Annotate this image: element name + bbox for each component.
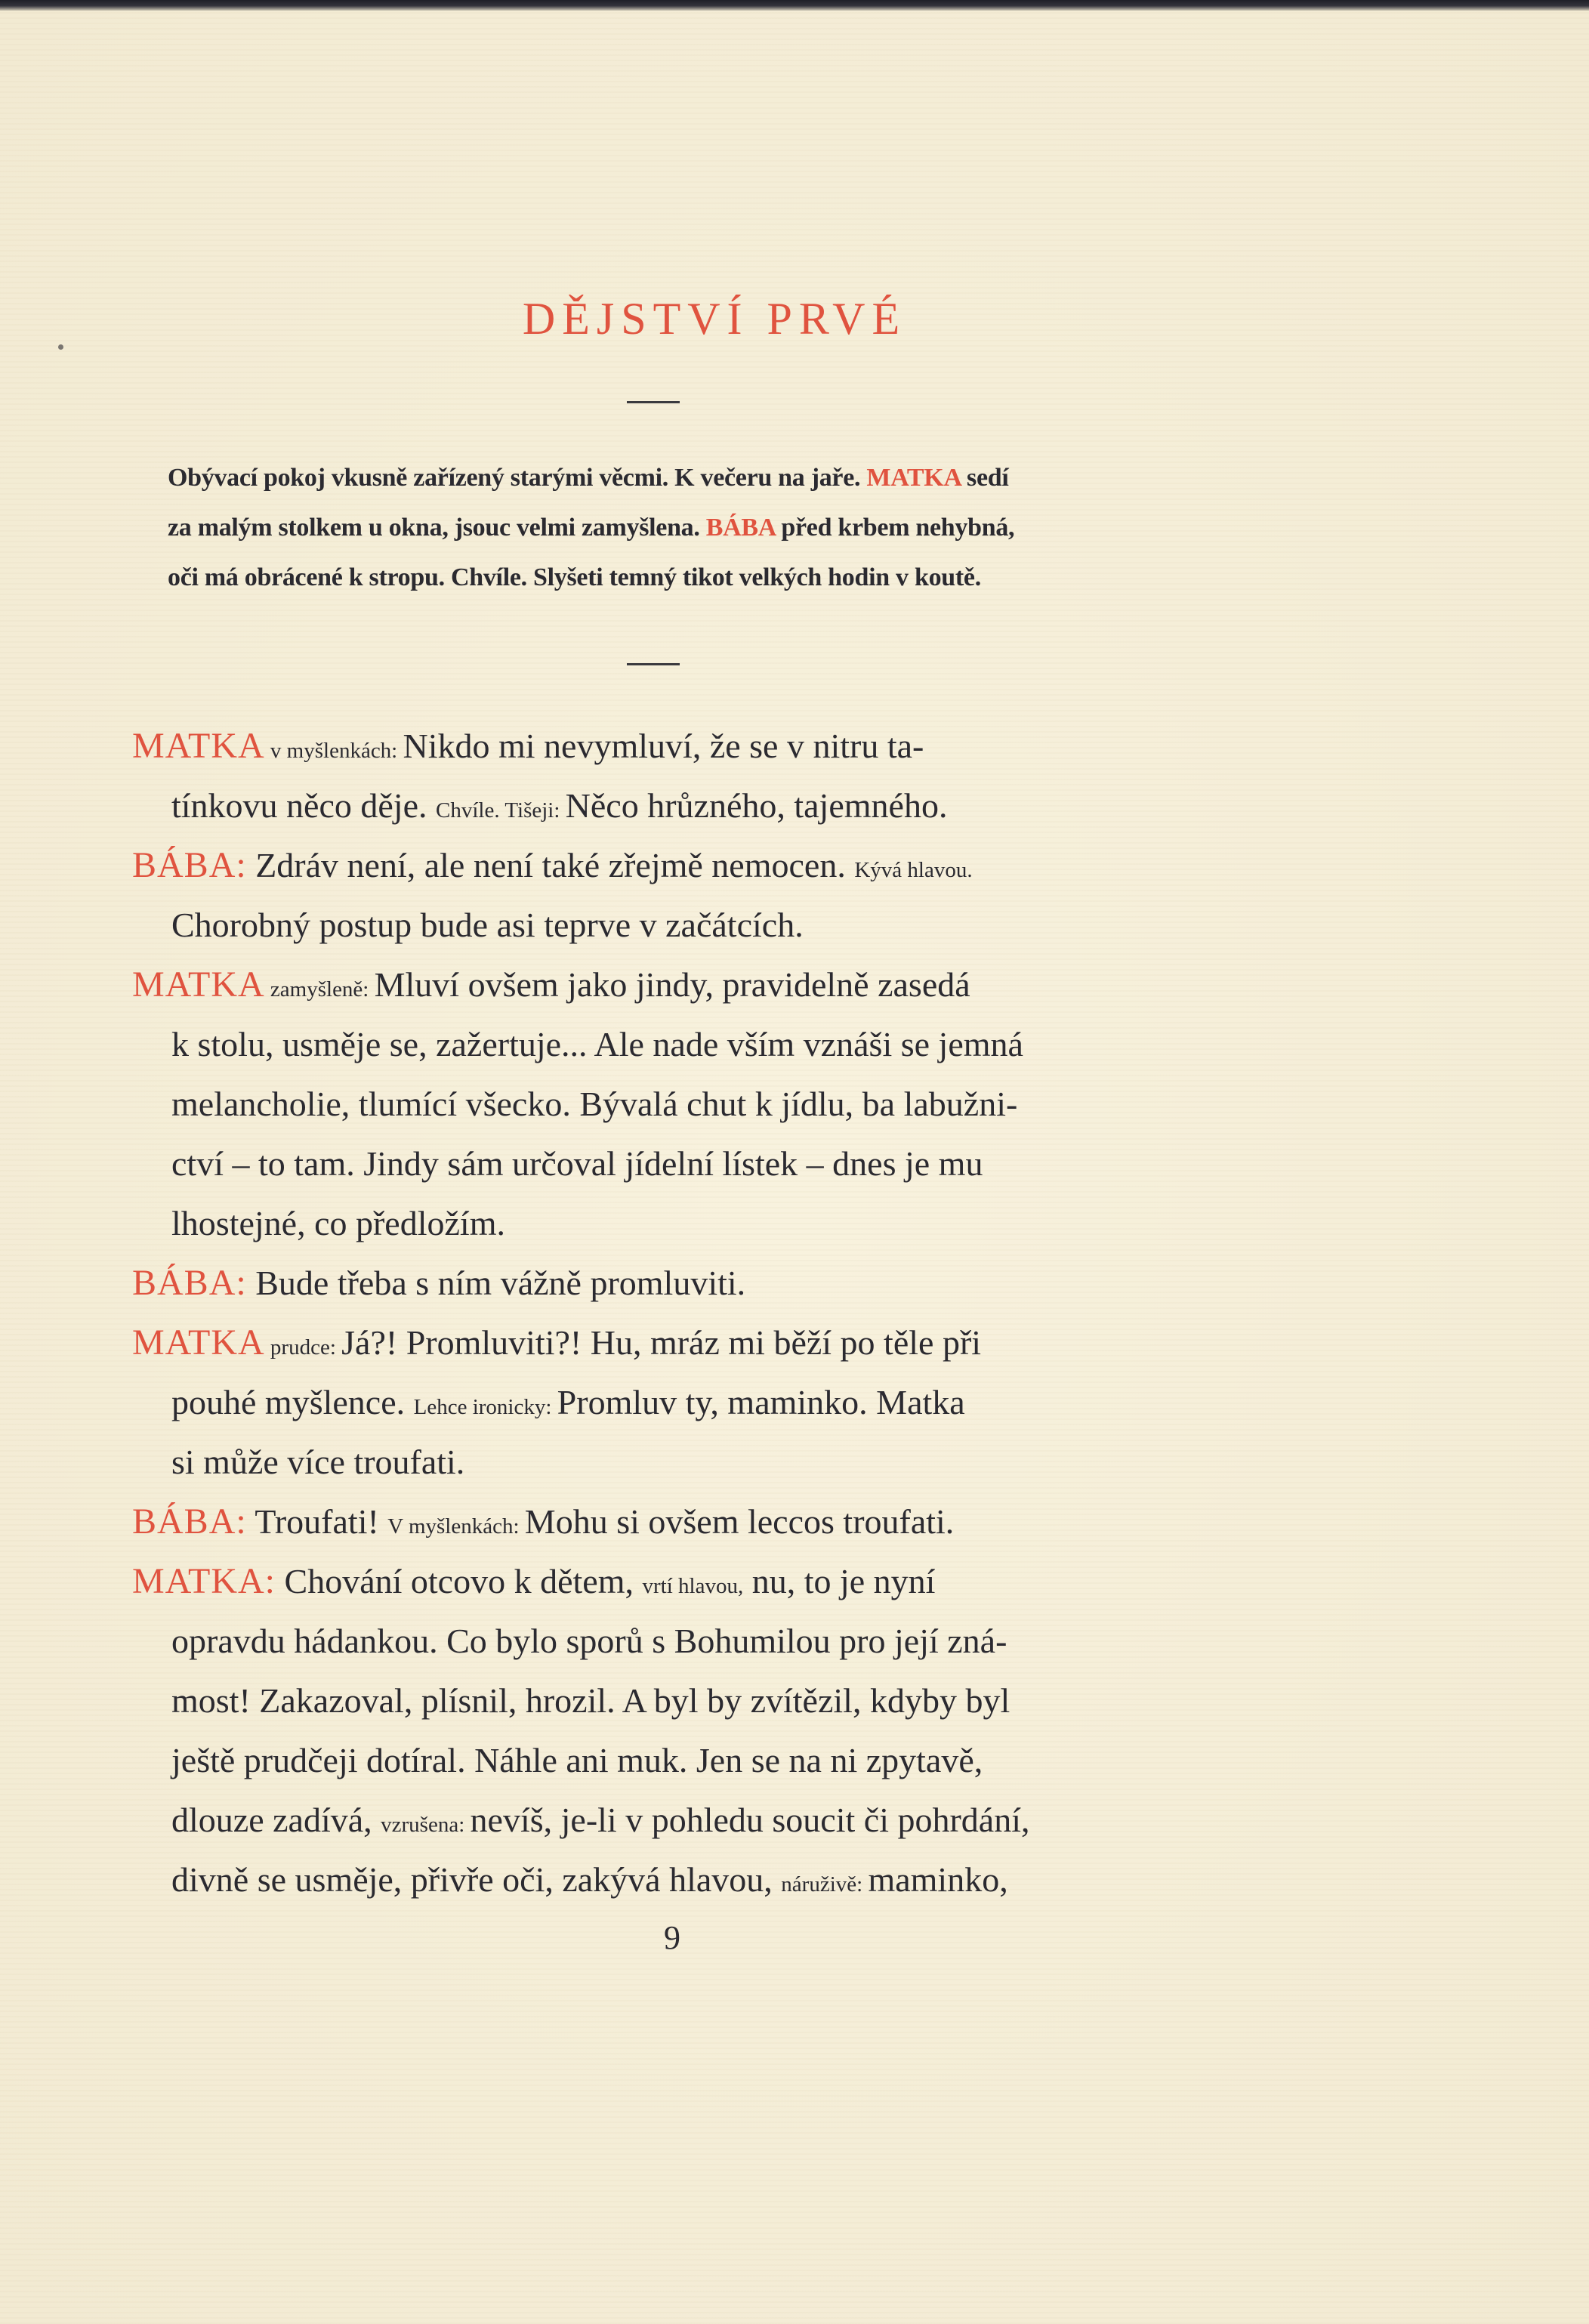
dialogue-text: Něco hrůzného, tajemného. xyxy=(565,786,948,825)
dialogue-line xyxy=(132,1850,1189,1909)
dialogue-line xyxy=(132,1014,1189,1074)
speaker-name: BÁBA: xyxy=(132,845,247,885)
dialogue-text: Zdráv není, ale není také zřejmě nemocen. xyxy=(246,846,855,884)
stage-note: prudce: xyxy=(264,1335,342,1360)
character-name: MATKA xyxy=(866,464,961,492)
dialogue-text: Chování otcovo k dětem, xyxy=(276,1562,643,1600)
stage-direction-line xyxy=(168,553,1180,603)
page-number: 9 xyxy=(664,1919,680,1956)
dialogue-block xyxy=(132,716,1189,1909)
dialogue-text: Já?! Promluviti?! Hu, mráz mi běží po těle při xyxy=(341,1323,982,1362)
stage-direction-line xyxy=(168,503,1180,553)
speaker-name: BÁBA: xyxy=(132,1263,247,1303)
character-name: BÁBA xyxy=(705,514,776,542)
dialogue-text: pouhé myšlence. xyxy=(171,1383,414,1421)
dialogue-line xyxy=(132,1730,1189,1790)
stage-note: vrtí hlavou, xyxy=(642,1574,744,1598)
dialogue-line xyxy=(132,1790,1189,1850)
dialogue-text: Nikdo mi nevymluví, že se v nitru ta- xyxy=(403,727,924,765)
speaker-name: MATKA xyxy=(132,726,265,766)
stage-text: za malým stolkem u okna, jsouc velmi zamyšlena. xyxy=(168,514,706,542)
stage-text: před krbem nehybná, xyxy=(775,514,1015,542)
stage-note: Chvíle. Tišeji: xyxy=(436,798,566,823)
dialogue-line xyxy=(132,1671,1189,1730)
divider-rule-top xyxy=(627,401,680,403)
dialogue-text: nevíš, je-li v pohledu soucit či pohrdání, xyxy=(470,1801,1030,1839)
stage-text: Obývací pokoj vkusně zařízený starými věcmi. K večeru na jaře. xyxy=(168,464,867,492)
stage-text: sedí xyxy=(960,464,1009,492)
dialogue-text: si může více troufati. xyxy=(171,1443,465,1481)
stage-direction xyxy=(168,453,1180,603)
dialogue-text: ctví – to tam. Jindy sám určoval jídelní lístek – dnes je mu xyxy=(171,1144,983,1183)
dialogue-text: most! Zakazoval, plísnil, hrozil. A byl by zvítězil, kdyby byl xyxy=(171,1681,1010,1720)
dialogue-text: Promluv ty, maminko. Matka xyxy=(557,1383,965,1421)
dialogue-line xyxy=(132,895,1189,955)
dialogue-text: k stolu, usměje se, zažertuje... Ale nade vším vznáši se jemná xyxy=(171,1025,1023,1063)
stage-note: Lehce ironicky: xyxy=(413,1395,557,1419)
dialogue-line xyxy=(132,1492,1189,1551)
stage-note: V myšlenkách: xyxy=(387,1514,525,1539)
stage-note: náruživě: xyxy=(781,1872,869,1897)
dialogue-line xyxy=(132,835,1189,895)
act-title: DĚJSTVÍ PRVÉ xyxy=(522,294,907,344)
dialogue-line xyxy=(132,1134,1189,1193)
dialogue-text: Troufati! xyxy=(246,1502,388,1541)
dialogue-line xyxy=(132,1551,1189,1611)
dialogue-text: Chorobný postup bude asi teprve v začátcích. xyxy=(171,906,804,944)
dialogue-text: Bude třeba s ním vážně promluviti. xyxy=(246,1264,746,1302)
dialogue-line xyxy=(132,1372,1189,1432)
dialogue-text: divně se usměje, přivře oči, zakývá hlavou, xyxy=(171,1860,782,1899)
speaker-name: MATKA xyxy=(132,964,265,1005)
dialogue-line xyxy=(132,955,1189,1014)
dialogue-text: dlouze zadívá, xyxy=(171,1801,381,1839)
dialogue-line xyxy=(132,716,1189,776)
dialogue-line xyxy=(132,1074,1189,1134)
stage-note: zamyšleně: xyxy=(264,977,375,1002)
dialogue-line xyxy=(132,1611,1189,1671)
divider-rule-bottom xyxy=(627,663,680,665)
speaker-name: MATKA: xyxy=(132,1561,276,1601)
dialogue-text: melancholie, tlumící všecko. Bývalá chut k jídlu, ba labužni- xyxy=(171,1085,1018,1123)
dialogue-line xyxy=(132,1253,1189,1313)
dialogue-line xyxy=(132,1432,1189,1492)
scan-top-edge xyxy=(0,0,1589,11)
dialogue-text: Mluví ovšem jako jindy, pravidelně zasedá xyxy=(374,965,970,1004)
stage-note: v myšlenkách: xyxy=(264,739,403,763)
speaker-name: MATKA xyxy=(132,1322,265,1363)
dialogue-line xyxy=(132,1193,1189,1253)
dialogue-text: Mohu si ovšem leccos troufati. xyxy=(524,1502,955,1541)
dialogue-line xyxy=(132,776,1189,835)
dialogue-text: lhostejné, co předložím. xyxy=(171,1204,505,1242)
stage-text: oči má obrácené k stropu. Chvíle. Slyšeti temný tikot velkých hodin v koutě. xyxy=(168,563,981,591)
dialogue-text: nu, to je nyní xyxy=(743,1562,936,1600)
stage-note: Kývá hlavou. xyxy=(854,858,973,882)
dialogue-text: ještě prudčeji dotíral. Náhle ani muk. Jen se na ni zpytavě, xyxy=(171,1741,983,1779)
dialogue-text: tínkovu něco děje. xyxy=(171,786,437,825)
speaker-name: BÁBA: xyxy=(132,1501,247,1542)
stage-note: vzrušena: xyxy=(381,1813,471,1837)
stage-direction-line xyxy=(168,453,1180,503)
dialogue-text: maminko, xyxy=(868,1860,1008,1899)
paper-speck xyxy=(58,344,63,350)
dialogue-text: opravdu hádankou. Co bylo sporů s Bohumilou pro její zná- xyxy=(171,1622,1007,1660)
dialogue-line xyxy=(132,1313,1189,1372)
